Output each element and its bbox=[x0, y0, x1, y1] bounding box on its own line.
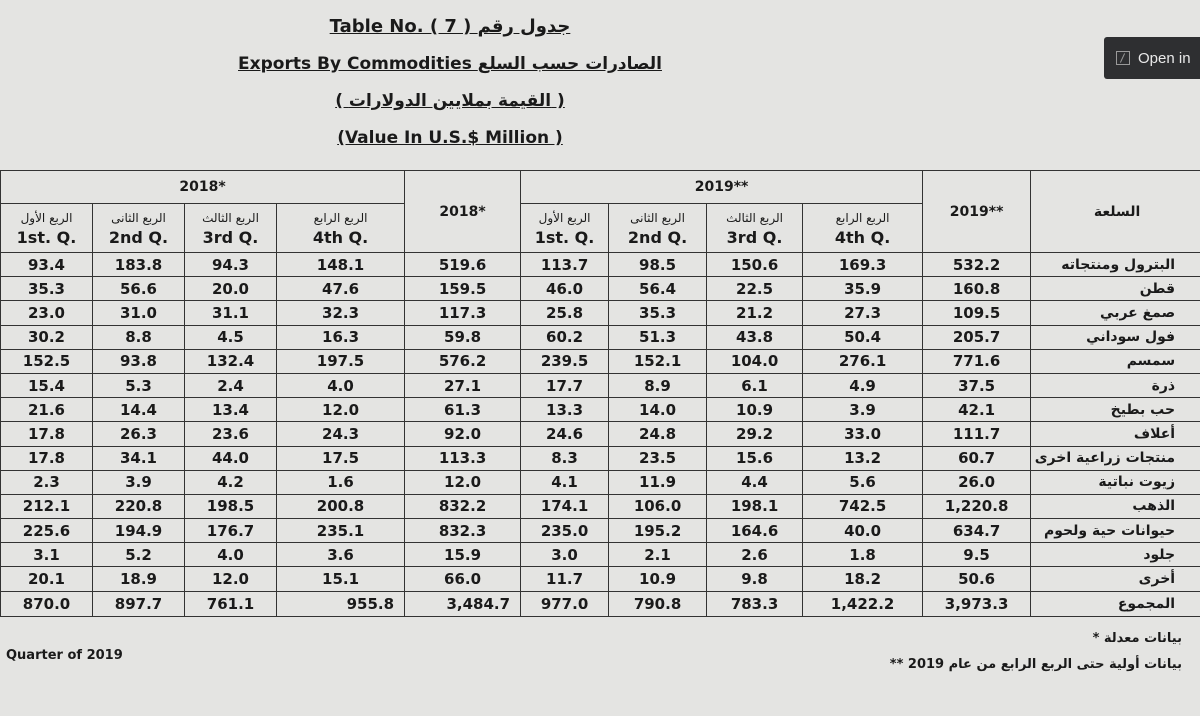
commodity-cell: صمغ عربي bbox=[1031, 301, 1200, 325]
value-cell: 15.1 bbox=[277, 567, 405, 591]
value-cell: 113.3 bbox=[405, 446, 521, 470]
footnote-left-fragment: Quarter of 2019 bbox=[6, 648, 123, 663]
value-cell: 3.1 bbox=[1, 543, 93, 567]
commodity-cell: ذرة bbox=[1031, 373, 1200, 397]
commodity-cell: جلود bbox=[1031, 543, 1200, 567]
value-cell: 25.8 bbox=[521, 301, 609, 325]
header-2018-q1 bbox=[1, 204, 93, 253]
quarter-label-en: 1st. Q. bbox=[16, 228, 77, 247]
value-cell: 14.4 bbox=[93, 398, 185, 422]
value-cell: 98.5 bbox=[609, 253, 707, 277]
value-cell: 1.6 bbox=[277, 470, 405, 494]
value-cell: 43.8 bbox=[707, 325, 803, 349]
value-cell: 205.7 bbox=[923, 325, 1031, 349]
commodity-cell: فول سوداني bbox=[1031, 325, 1200, 349]
value-cell: 111.7 bbox=[923, 422, 1031, 446]
value-cell: 35.3 bbox=[1, 277, 93, 301]
value-cell: 4.4 bbox=[707, 470, 803, 494]
value-cell: 27.1 bbox=[405, 373, 521, 397]
value-cell: 17.8 bbox=[1, 446, 93, 470]
value-cell: 576.2 bbox=[405, 349, 521, 373]
value-cell: 10.9 bbox=[707, 398, 803, 422]
value-cell: 160.8 bbox=[923, 277, 1031, 301]
value-cell: 17.5 bbox=[277, 446, 405, 470]
value-cell: 17.7 bbox=[521, 373, 609, 397]
value-cell: 92.0 bbox=[405, 422, 521, 446]
commodity-cell: الذهب bbox=[1031, 494, 1200, 518]
value-cell: 26.3 bbox=[93, 422, 185, 446]
value-cell: 33.0 bbox=[803, 422, 923, 446]
value-cell: 4.5 bbox=[185, 325, 277, 349]
value-cell: 235.0 bbox=[521, 519, 609, 543]
value-cell: 1,220.8 bbox=[923, 494, 1031, 518]
value-cell: 3,973.3 bbox=[923, 591, 1031, 616]
value-cell: 771.6 bbox=[923, 349, 1031, 373]
quarter-label-en: 3rd Q. bbox=[726, 228, 783, 247]
value-cell: 4.1 bbox=[521, 470, 609, 494]
value-cell: 17.8 bbox=[1, 422, 93, 446]
value-cell: 169.3 bbox=[803, 253, 923, 277]
value-cell: 220.8 bbox=[93, 494, 185, 518]
quarter-label-en: 1st. Q. bbox=[534, 228, 595, 247]
value-cell: 12.0 bbox=[185, 567, 277, 591]
value-cell: 3.9 bbox=[803, 398, 923, 422]
table-number-title: Table No. ( 7 ) جدول رقم bbox=[329, 16, 571, 37]
value-cell: 16.3 bbox=[277, 325, 405, 349]
value-cell: 93.4 bbox=[1, 253, 93, 277]
quarter-label-ar: الربع الأول bbox=[538, 211, 591, 225]
value-cell: 93.8 bbox=[93, 349, 185, 373]
header-2019-total: 2019** bbox=[923, 171, 1031, 253]
value-cell: 10.9 bbox=[609, 567, 707, 591]
quarter-label-ar: الربع الرابع bbox=[313, 211, 368, 225]
value-cell: 212.1 bbox=[1, 494, 93, 518]
commodity-cell: أعلاف bbox=[1031, 422, 1200, 446]
table-row bbox=[1, 470, 1200, 494]
value-cell: 109.5 bbox=[923, 301, 1031, 325]
value-cell: 30.2 bbox=[1, 325, 93, 349]
value-cell: 11.9 bbox=[609, 470, 707, 494]
value-cell: 12.0 bbox=[277, 398, 405, 422]
value-cell: 519.6 bbox=[405, 253, 521, 277]
value-cell: 148.1 bbox=[277, 253, 405, 277]
value-cell: 40.0 bbox=[803, 519, 923, 543]
value-cell: 29.2 bbox=[707, 422, 803, 446]
value-cell: 20.1 bbox=[1, 567, 93, 591]
table-row bbox=[1, 567, 1200, 591]
value-cell: 195.2 bbox=[609, 519, 707, 543]
header-2019-q2 bbox=[609, 204, 707, 253]
value-cell: 15.9 bbox=[405, 543, 521, 567]
value-cell: 15.4 bbox=[1, 373, 93, 397]
footnote-preliminary: ** بيانات أولية حتى الربع الرابع من عام 2019 bbox=[889, 657, 1182, 672]
value-cell: 37.5 bbox=[923, 373, 1031, 397]
quarter-label-ar: الربع الثالث bbox=[726, 211, 783, 225]
table-row bbox=[1, 373, 1200, 397]
value-cell: 200.8 bbox=[277, 494, 405, 518]
value-cell: 150.6 bbox=[707, 253, 803, 277]
quarter-label-en: 2nd Q. bbox=[108, 228, 169, 247]
value-cell: 8.3 bbox=[521, 446, 609, 470]
value-cell: 106.0 bbox=[609, 494, 707, 518]
value-cell: 977.0 bbox=[521, 591, 609, 616]
value-cell: 23.0 bbox=[1, 301, 93, 325]
open-in-label: Open in bbox=[1138, 49, 1191, 67]
value-cell: 8.9 bbox=[609, 373, 707, 397]
value-cell: 21.6 bbox=[1, 398, 93, 422]
value-cell: 2.6 bbox=[707, 543, 803, 567]
value-cell: 198.5 bbox=[185, 494, 277, 518]
value-cell: 27.3 bbox=[803, 301, 923, 325]
value-cell: 56.6 bbox=[93, 277, 185, 301]
commodity-cell: حب بطيخ bbox=[1031, 398, 1200, 422]
quarter-label-en: 2nd Q. bbox=[627, 228, 688, 247]
value-cell: 955.8 bbox=[277, 591, 405, 616]
value-cell: 1.8 bbox=[803, 543, 923, 567]
value-cell: 5.3 bbox=[93, 373, 185, 397]
value-cell: 174.1 bbox=[521, 494, 609, 518]
value-cell: 12.0 bbox=[405, 470, 521, 494]
value-cell: 117.3 bbox=[405, 301, 521, 325]
value-cell: 113.7 bbox=[521, 253, 609, 277]
exports-table bbox=[0, 170, 1200, 617]
header-2019-q4 bbox=[803, 204, 923, 253]
value-cell: 31.0 bbox=[93, 301, 185, 325]
value-cell: 60.7 bbox=[923, 446, 1031, 470]
value-cell: 14.0 bbox=[609, 398, 707, 422]
value-cell: 2.1 bbox=[609, 543, 707, 567]
value-cell: 164.6 bbox=[707, 519, 803, 543]
value-cell: 24.6 bbox=[521, 422, 609, 446]
value-cell: 24.8 bbox=[609, 422, 707, 446]
value-cell: 3.9 bbox=[93, 470, 185, 494]
header-2018-q3 bbox=[185, 204, 277, 253]
value-cell: 31.1 bbox=[185, 301, 277, 325]
value-cell: 183.8 bbox=[93, 253, 185, 277]
commodity-cell: قطن bbox=[1031, 277, 1200, 301]
commodity-cell: حيوانات حية ولحوم bbox=[1031, 519, 1200, 543]
header-2018-q4 bbox=[277, 204, 405, 253]
header-2019-quarters: 2019** bbox=[521, 171, 923, 204]
value-cell: 9.5 bbox=[923, 543, 1031, 567]
value-cell: 44.0 bbox=[185, 446, 277, 470]
value-cell: 11.7 bbox=[521, 567, 609, 591]
table-titles bbox=[0, 14, 900, 162]
value-cell: 832.2 bbox=[405, 494, 521, 518]
value-cell: 790.8 bbox=[609, 591, 707, 616]
value-cell: 225.6 bbox=[1, 519, 93, 543]
value-cell: 4.9 bbox=[803, 373, 923, 397]
units-arabic: ( القيمة بملايين الدولارات ) bbox=[335, 91, 565, 111]
value-cell: 3.6 bbox=[277, 543, 405, 567]
value-cell: 23.6 bbox=[185, 422, 277, 446]
quarter-label-ar: الربع الأول bbox=[20, 211, 73, 225]
value-cell: 152.5 bbox=[1, 349, 93, 373]
value-cell: 35.9 bbox=[803, 277, 923, 301]
value-cell: 2.4 bbox=[185, 373, 277, 397]
value-cell: 152.1 bbox=[609, 349, 707, 373]
table-row bbox=[1, 494, 1200, 518]
value-cell: 26.0 bbox=[923, 470, 1031, 494]
value-cell: 35.3 bbox=[609, 301, 707, 325]
value-cell: 870.0 bbox=[1, 591, 93, 616]
commodity-cell: البترول ومنتجاته bbox=[1031, 253, 1200, 277]
value-cell: 9.8 bbox=[707, 567, 803, 591]
value-cell: 46.0 bbox=[521, 277, 609, 301]
value-cell: 34.1 bbox=[93, 446, 185, 470]
value-cell: 176.7 bbox=[185, 519, 277, 543]
value-cell: 66.0 bbox=[405, 567, 521, 591]
value-cell: 634.7 bbox=[923, 519, 1031, 543]
value-cell: 742.5 bbox=[803, 494, 923, 518]
table-row bbox=[1, 422, 1200, 446]
value-cell: 1,422.2 bbox=[803, 591, 923, 616]
value-cell: 198.1 bbox=[707, 494, 803, 518]
value-cell: 5.6 bbox=[803, 470, 923, 494]
value-cell: 2.3 bbox=[1, 470, 93, 494]
commodity-cell: منتجات زراعية اخرى bbox=[1031, 446, 1200, 470]
value-cell: 51.3 bbox=[609, 325, 707, 349]
value-cell: 60.2 bbox=[521, 325, 609, 349]
value-cell: 20.0 bbox=[185, 277, 277, 301]
table-row bbox=[1, 253, 1200, 277]
commodity-cell: المجموع bbox=[1031, 591, 1200, 616]
quarter-label-en: 4th Q. bbox=[834, 228, 891, 247]
value-cell: 4.0 bbox=[185, 543, 277, 567]
commodity-cell: أخرى bbox=[1031, 567, 1200, 591]
value-cell: 13.4 bbox=[185, 398, 277, 422]
value-cell: 50.4 bbox=[803, 325, 923, 349]
commodity-cell: سمسم bbox=[1031, 349, 1200, 373]
value-cell: 3,484.7 bbox=[405, 591, 521, 616]
value-cell: 22.5 bbox=[707, 277, 803, 301]
value-cell: 50.6 bbox=[923, 567, 1031, 591]
table-row bbox=[1, 301, 1200, 325]
quarter-label-ar: الربع الرابع bbox=[835, 211, 890, 225]
header-2018-total: 2018* bbox=[405, 171, 521, 253]
table-row bbox=[1, 398, 1200, 422]
table-body bbox=[1, 253, 1200, 617]
value-cell: 276.1 bbox=[803, 349, 923, 373]
value-cell: 23.5 bbox=[609, 446, 707, 470]
value-cell: 783.3 bbox=[707, 591, 803, 616]
value-cell: 59.8 bbox=[405, 325, 521, 349]
value-cell: 832.3 bbox=[405, 519, 521, 543]
value-cell: 18.2 bbox=[803, 567, 923, 591]
value-cell: 4.2 bbox=[185, 470, 277, 494]
units-english: (Value In U.S.$ Million ) bbox=[337, 128, 563, 148]
header-2018-q2 bbox=[93, 204, 185, 253]
table-row bbox=[1, 446, 1200, 470]
value-cell: 239.5 bbox=[521, 349, 609, 373]
value-cell: 897.7 bbox=[93, 591, 185, 616]
table-row bbox=[1, 543, 1200, 567]
quarter-label-ar: الربع الثانى bbox=[111, 211, 166, 225]
value-cell: 32.3 bbox=[277, 301, 405, 325]
value-cell: 532.2 bbox=[923, 253, 1031, 277]
quarter-label-ar: الربع الثانى bbox=[630, 211, 685, 225]
table-row bbox=[1, 325, 1200, 349]
value-cell: 18.9 bbox=[93, 567, 185, 591]
header-2018-quarters: 2018* bbox=[1, 171, 405, 204]
header-commodity: السلعة bbox=[1031, 171, 1200, 253]
value-cell: 761.1 bbox=[185, 591, 277, 616]
value-cell: 3.0 bbox=[521, 543, 609, 567]
value-cell: 47.6 bbox=[277, 277, 405, 301]
value-cell: 104.0 bbox=[707, 349, 803, 373]
footnote-revised: * بيانات معدلة bbox=[1092, 631, 1182, 646]
value-cell: 132.4 bbox=[185, 349, 277, 373]
table-row bbox=[1, 519, 1200, 543]
value-cell: 42.1 bbox=[923, 398, 1031, 422]
value-cell: 15.6 bbox=[707, 446, 803, 470]
commodity-cell: زيوت نباتية bbox=[1031, 470, 1200, 494]
value-cell: 159.5 bbox=[405, 277, 521, 301]
external-link-icon bbox=[1116, 51, 1130, 65]
value-cell: 4.0 bbox=[277, 373, 405, 397]
value-cell: 21.2 bbox=[707, 301, 803, 325]
table-name-title: Exports By Commodities الصادرات حسب السلع bbox=[238, 54, 662, 74]
quarter-label-en: 4th Q. bbox=[312, 228, 369, 247]
value-cell: 5.2 bbox=[93, 543, 185, 567]
value-cell: 94.3 bbox=[185, 253, 277, 277]
quarter-label-ar: الربع الثالث bbox=[202, 211, 259, 225]
header-2019-q1 bbox=[521, 204, 609, 253]
total-row bbox=[1, 591, 1200, 616]
table-row bbox=[1, 349, 1200, 373]
value-cell: 13.2 bbox=[803, 446, 923, 470]
open-in-button[interactable] bbox=[1104, 37, 1200, 79]
value-cell: 197.5 bbox=[277, 349, 405, 373]
value-cell: 6.1 bbox=[707, 373, 803, 397]
value-cell: 61.3 bbox=[405, 398, 521, 422]
header-2019-q3 bbox=[707, 204, 803, 253]
value-cell: 56.4 bbox=[609, 277, 707, 301]
quarter-label-en: 3rd Q. bbox=[202, 228, 259, 247]
value-cell: 194.9 bbox=[93, 519, 185, 543]
footnotes bbox=[890, 626, 1182, 678]
value-cell: 235.1 bbox=[277, 519, 405, 543]
value-cell: 13.3 bbox=[521, 398, 609, 422]
value-cell: 8.8 bbox=[93, 325, 185, 349]
table-row bbox=[1, 277, 1200, 301]
value-cell: 24.3 bbox=[277, 422, 405, 446]
